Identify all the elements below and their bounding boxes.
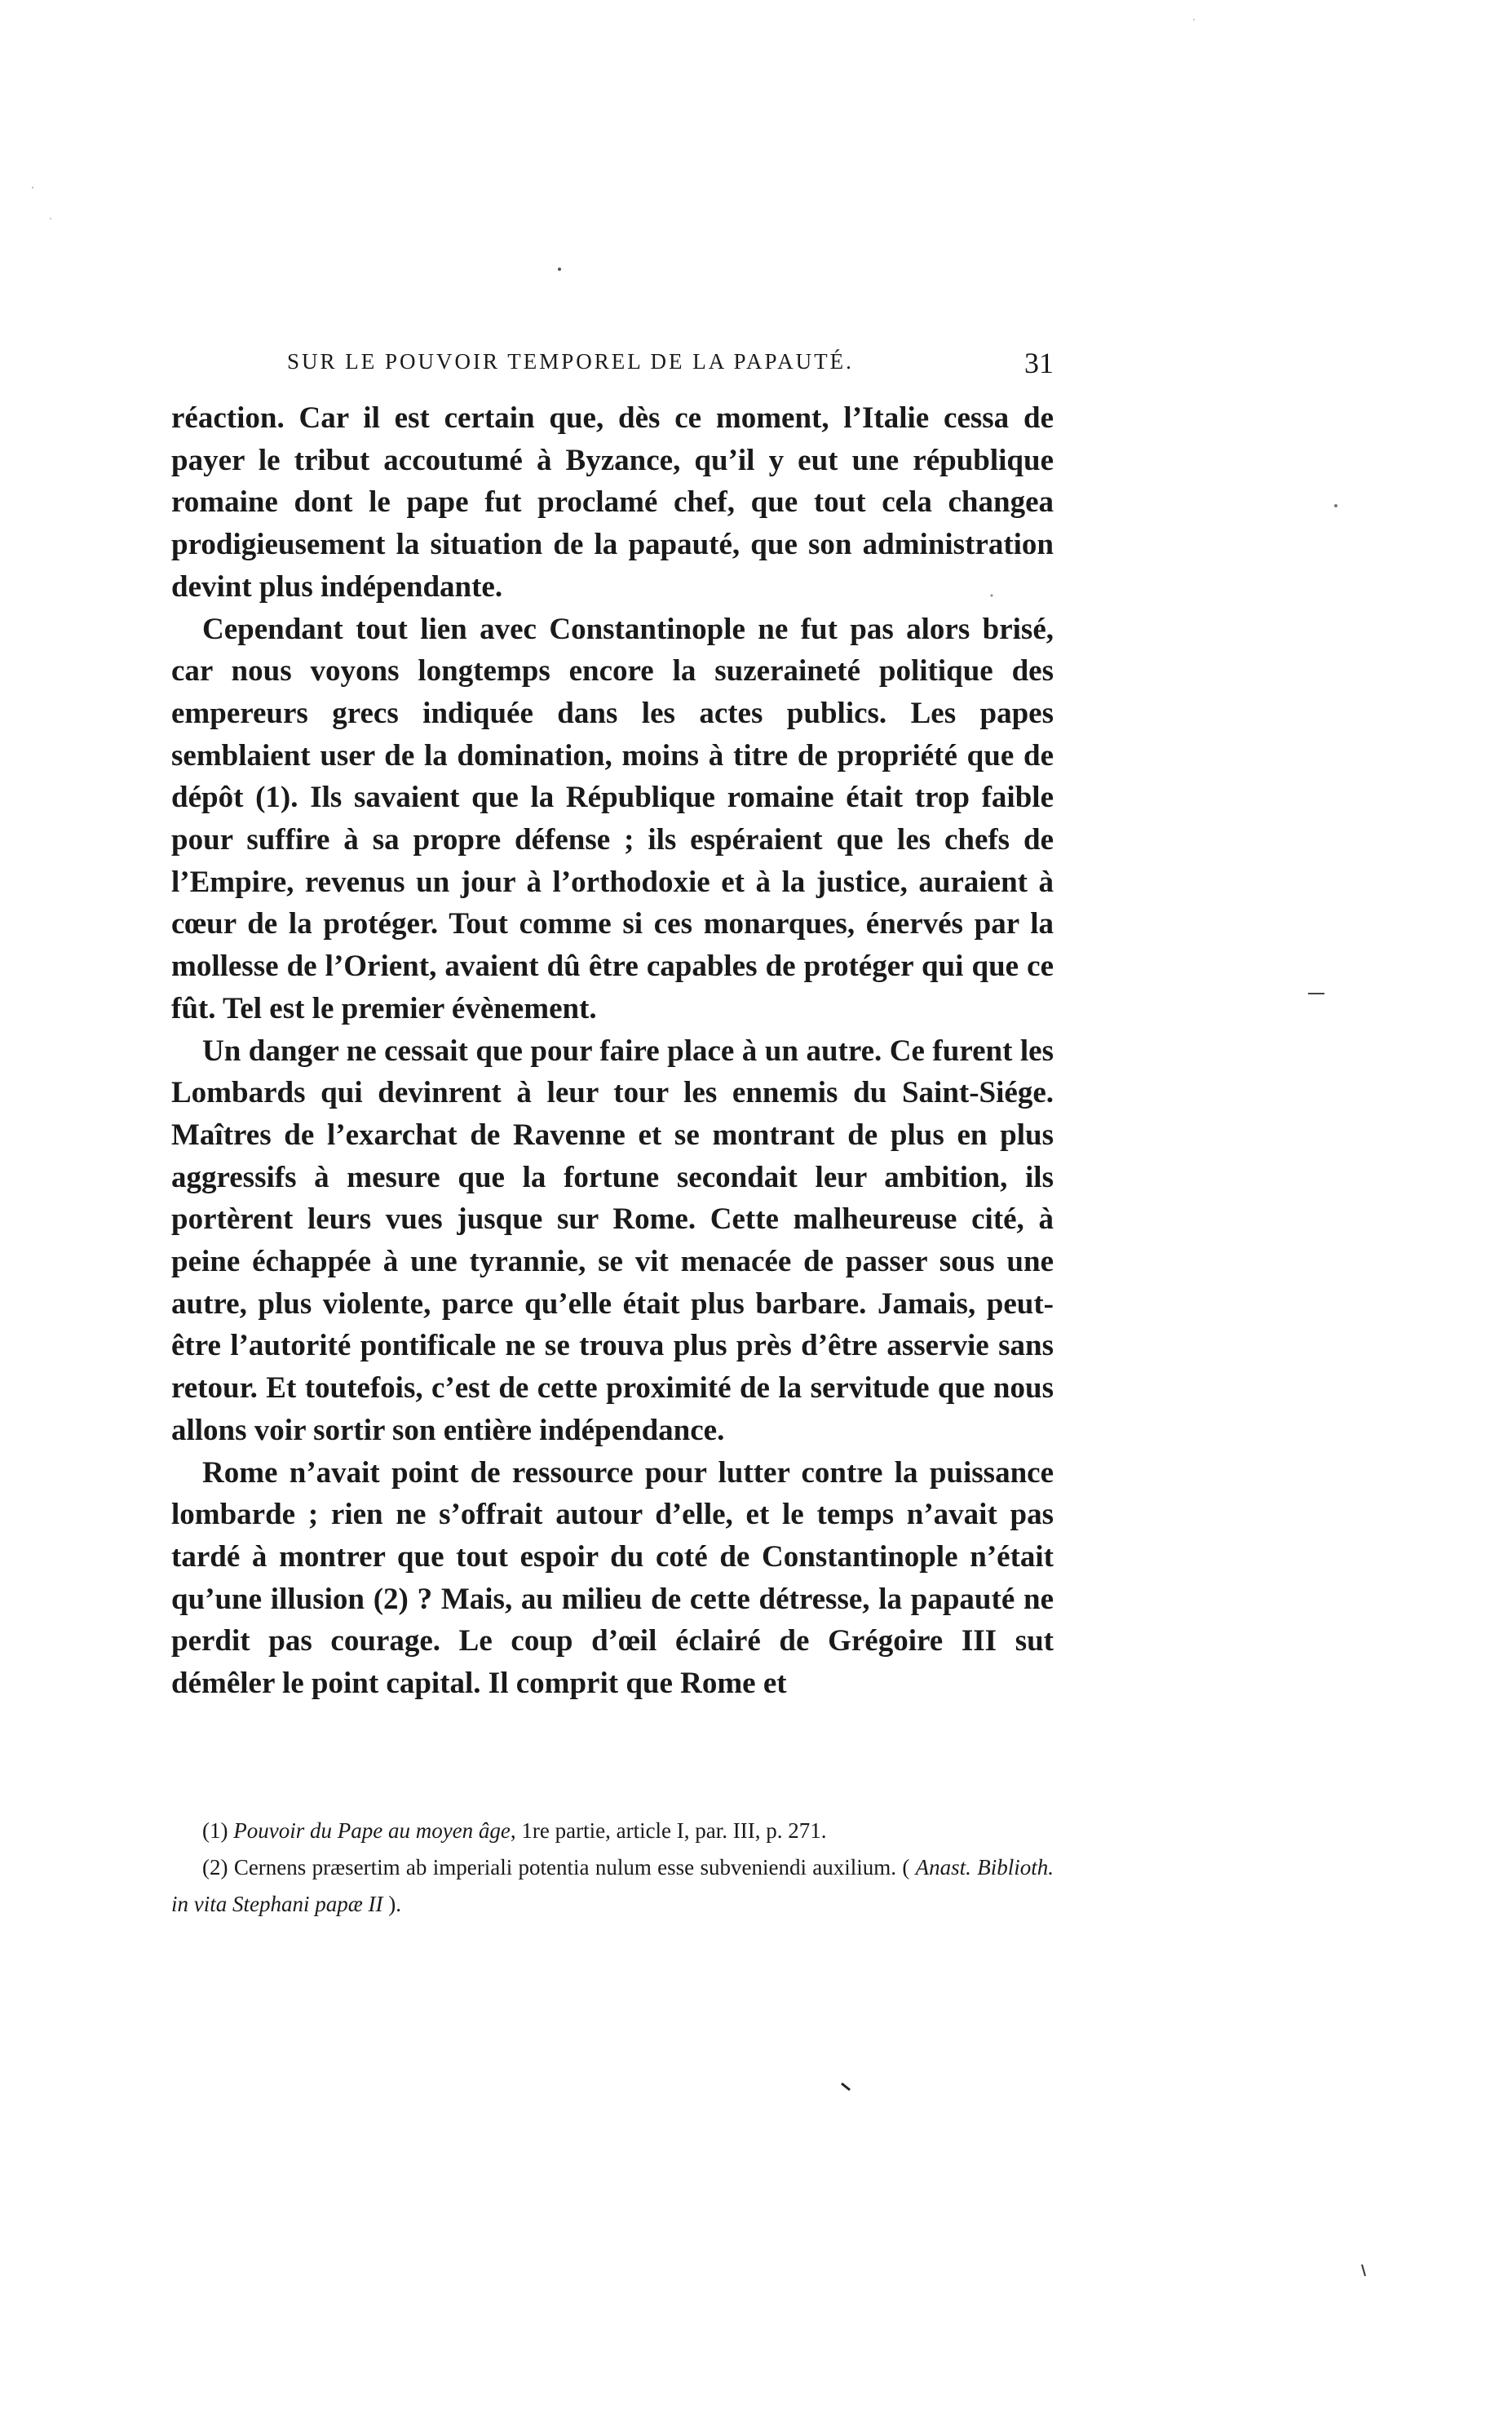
page-number: 31 [1024,347,1054,379]
paragraph: Cependant tout lien avec Constantinople ne fut pas alors brisé, car nous voyons longtemps encore la suzeraineté politique des empereurs grecs indiquée dans les actes publics. Les papes semblaient user de la domination, moins à titre de propriété que de dépôt (1). Ils savaient que la République romaine était trop faible pour suffire à sa propre défense ; ils espéraient que les chefs de l’Empire, revenus un jour à l’orthodoxie et à la justice, auraient à cœur de la protéger. Tout comme si ces monarques, énervés par la mollesse de l’Orient, avaient dû être capables de protéger qui que ce fût. Tel est le premier évènement. [171,612,1054,1025]
paragraph: réaction. Car il est certain que, dès ce moment, l’Italie cessa de payer le tribut accoutumé à Byzance, qu’il y eut une république romaine dont le pape fut proclamé chef, que tout cela changea prodigieusement la situation de la papauté, que son administration devint plus indépendante. [171,401,1054,604]
body-text [171,397,1054,1705]
running-head: SUR LE POUVOIR TEMPOREL DE LA PAPAUTÉ. [287,349,854,374]
footnote-close: ). [388,1892,401,1916]
paragraph: Un danger ne cessait que pour faire place à un autre. Ce furent les Lombards qui devinrent à leur tour les ennemis du Saint-Siége. Maîtres de l’exarchat de Ravenne et se montrant de plus en plus aggressifs à mesure que la fortune secondait leur ambition, ils portèrent leurs vues jusque sur Rome. Cette malheureuse cité, à peine échappée à une tyrannie, se vit menacée de passer sous une autre, plus violente, parce qu’elle était plus barbare. Jamais, peut-être l’autorité pontificale ne se trouva plus près d’être asservie sans retour. Et toutefois, c’est de cette proximité de la servitude que nous allons voir sortir son entière indépendance. [171,1034,1054,1447]
footnotes [171,1813,1054,1923]
footnote-text: Cernens præsertim ab imperiali potentia nulum esse subveniendi auxilium. ( [233,1855,910,1879]
footnote-2 [171,1849,1054,1923]
footnote-title: Pouvoir du Pape au moyen âge [233,1818,511,1843]
footnote-1 [171,1813,1054,1849]
footnote-marker: (2) [202,1855,228,1879]
footnote-marker: (1) [202,1818,228,1843]
page-header [287,349,1054,390]
footnote-source: Anast. Biblioth. in vita Stephani papæ II [171,1855,1054,1916]
footnote-text: , 1re partie, article I, par. III, p. 271. [510,1818,827,1843]
paragraph: Rome n’avait point de ressource pour lutter contre la puissance lombarde ; rien ne s’offrait autour d’elle, et le temps n’avait pas tardé à montrer que tout espoir du coté de Constantinople n’était qu’une illusion (2) ? Mais, au milieu de cette détresse, la papauté ne perdit pas courage. Le coup d’œil éclairé de Grégoire III sut démêler le point capital. Il comprit que Rome et [171,1455,1054,1701]
